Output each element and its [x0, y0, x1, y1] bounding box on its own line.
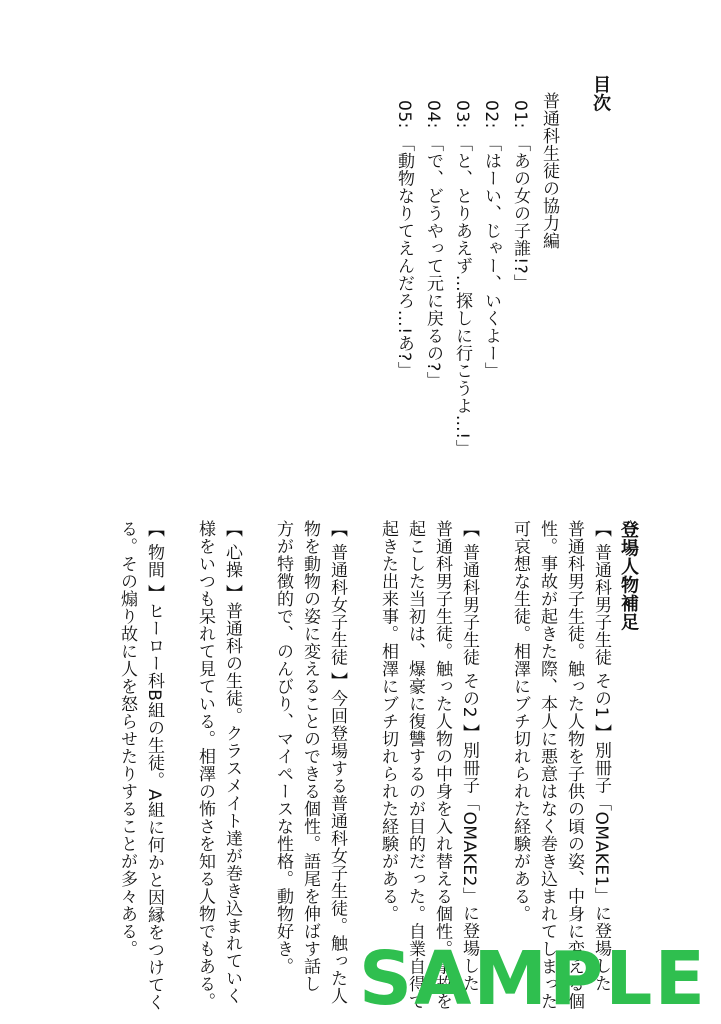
character-line: 可哀想な生徒。相澤にブチ切れられた経験がある。 [510, 520, 530, 923]
toc-arc-title: 普通科生徒の協力編 [539, 92, 559, 250]
toc-chapter-4: 04: 「で、どうやって元に戻るの?」 [423, 100, 443, 390]
character-line: 物を動物の姿に変えることのできる個性。語尾を伸ばす話し [300, 520, 320, 993]
character-line: 【 普通科男子生徒 その1 】別冊子「OMAKE1」に登場した [591, 520, 611, 992]
character-line: 【 普通科男子生徒 その2 】別冊子「OMAKE2」に登場した [459, 520, 479, 992]
sample-watermark: SAMPLE [358, 936, 707, 1022]
character-line: 【 心操 】普通科の生徒。クラスメイト達が巻き込まれていく [222, 520, 242, 1005]
characters-title: 登場人物補足 [618, 520, 639, 631]
character-line: 様をいつも呆れて見ている。相澤の怖さを知る人物でもある。 [195, 520, 215, 1010]
character-line: 【 普通科女子生徒 】今回登場する普通科女子生徒。触った人 [327, 520, 347, 1005]
character-line: る。その煽り故に人を怒らせたりすることが多々ある。 [117, 520, 137, 958]
character-line: 方が特徴的で、のんびり、マイペースな性格。動物好き。 [273, 520, 293, 975]
character-line: 普通科男子生徒。触った人物を子供の頃の姿、中身に変える個 [564, 520, 584, 1010]
character-line: 普通科男子生徒。触った人物の中身を入れ替える個性。事故を [432, 520, 452, 1010]
toc-chapter-1: 01: 「あの女の子誰!?」 [510, 100, 530, 292]
character-line: 起こした当初は、爆豪に復讐するのが目的だった。自業自得で [405, 520, 425, 1010]
toc-title: 目次 [590, 75, 611, 112]
character-line: 起きた出来事。相澤にブチ切れられた経験がある。 [378, 520, 398, 923]
character-line: 【 物間 】ヒーロー科B組の生徒。A組に何かと因縁をつけてく [144, 520, 164, 1012]
toc-chapter-3: 03: 「と、とりあえず…探しに行こうよ…!」 [452, 100, 472, 458]
toc-chapter-2: 02: 「はーい、じゃー、いくよー」 [481, 100, 501, 380]
character-line: 性。事故が起きた際、本人に悪意はなく巻き込まれてしまった [537, 520, 557, 1010]
toc-chapter-5: 05: 「動物なりてえんだろ…!あ?」 [394, 100, 414, 380]
